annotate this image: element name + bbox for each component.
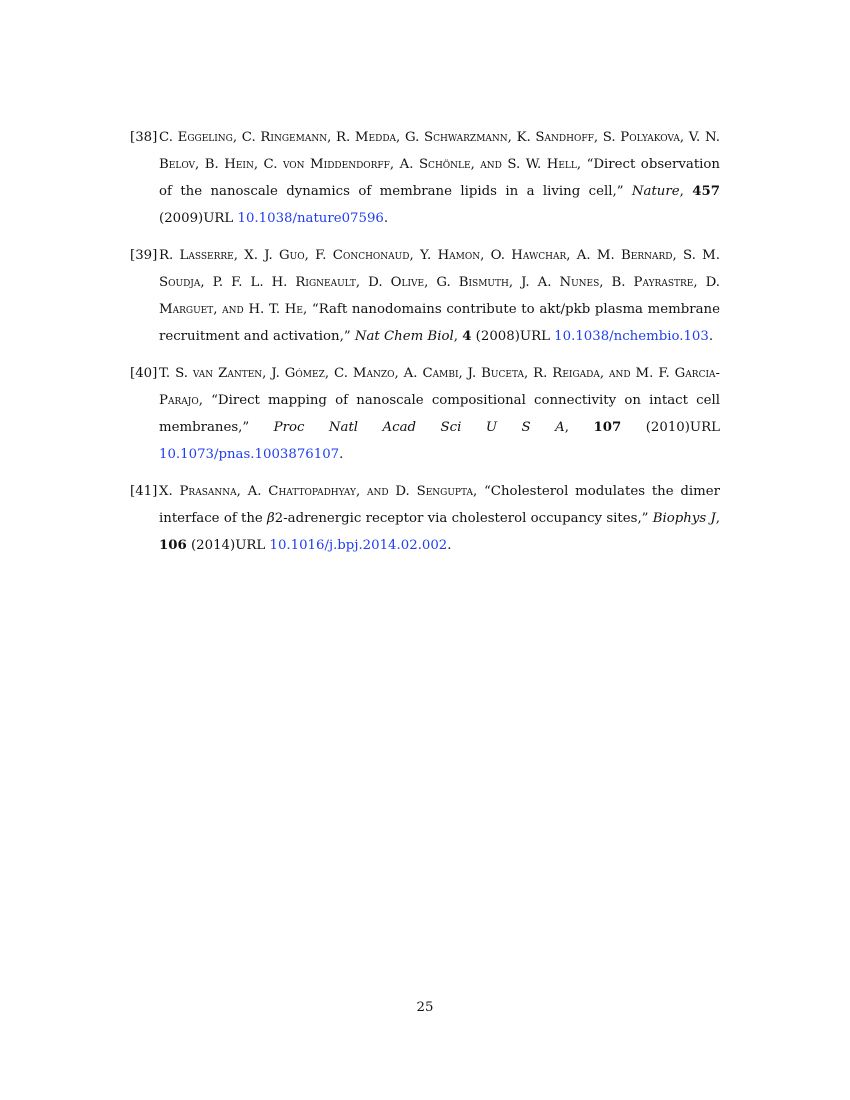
page-number: 25: [416, 1000, 434, 1015]
reference-text: X. Prasanna, A. Chattopadhyay, and D. Sengupta, “Cholesterol modulates the dimer interface of the β2-adrenergic receptor via cholesterol occupancy sites,” Biophys J, 106 (2014)URL 10.1016/j.bpj.2014.02.002.: [159, 484, 721, 553]
reference-authors: R. Lasserre, X. J. Guo, F. Conchonaud, Y. Hamon, O. Hawchar, A. M. Bernard, S. M. Soudja, P. F. L. H. Rigneault, D. Olive, G. Bismuth, J. A. Nunes, B. Payrastre, D. Marguet, and H. T. He: [159, 248, 720, 317]
reference-authors: C. Eggeling, C. Ringemann, R. Medda, G. Schwarzmann, K. Sandhoff, S. Polyakova, V. N. Belov, B. Hein, C. von Middendorff, A. Schönle, and S. W. Hell: [159, 130, 720, 172]
reference-year: (2014)URL: [186, 538, 270, 553]
reference-year: (2008)URL: [471, 329, 555, 344]
doi-link[interactable]: 10.1038/nature07596: [237, 211, 384, 226]
reference-authors: T. S. van Zanten, J. Gómez, C. Manzo, A. Cambi, J. Buceta, R. Reigada, and M. F. Garcia-Parajo: [159, 366, 720, 408]
reference-authors: X. Prasanna, A. Chattopadhyay, and D. Sengupta: [159, 484, 473, 499]
reference-year: (2009)URL: [159, 211, 238, 226]
reference-number: [41]: [130, 484, 158, 499]
reference-title: , “Direct observation of the nanoscale dynamics of membrane lipids in a living cell,”: [159, 157, 720, 199]
reference-text: R. Lasserre, X. J. Guo, F. Conchonaud, Y. Hamon, O. Hawchar, A. M. Bernard, S. M. Soudja, P. F. L. H. Rigneault, D. Olive, G. Bismuth, J. A. Nunes, B. Payrastre, D. Marguet, and H. T. He, “Raft nanodomains contribute to akt/pkb plasma membrane recruitment and activation,” Nat Chem Biol, 4 (2008)URL 10.1038/nchembio.103.: [159, 248, 720, 344]
doi-link[interactable]: 10.1038/nchembio.103: [554, 329, 709, 344]
reference-number: [39]: [130, 248, 158, 263]
beta-symbol: β: [267, 511, 275, 526]
reference-journal: Nature: [631, 184, 680, 199]
reference-text: C. Eggeling, C. Ringemann, R. Medda, G. Schwarzmann, K. Sandhoff, S. Polyakova, V. N. Belov, B. Hein, C. von Middendorff, A. Schönle, and S. W. Hell, “Direct observation of the nanoscale dynamics of membrane lipids in a living cell,” Nature, 457 (2009)URL 10.1038/nature07596.: [159, 130, 720, 226]
reference-number: [40]: [130, 366, 158, 381]
reference-list: [130, 124, 720, 569]
reference-title-continued: 2-adrenergic receptor via cholesterol occupancy sites,”: [274, 511, 653, 526]
reference-volume: 4: [462, 329, 472, 344]
doi-link[interactable]: 10.1073/pnas.1003876107: [159, 447, 340, 462]
reference-title: , “Cholesterol modulates the dimer interface of the: [159, 484, 720, 526]
reference-text: T. S. van Zanten, J. Gómez, C. Manzo, A. Cambi, J. Buceta, R. Reigada, and M. F. Garcia-Parajo, “Direct mapping of nanoscale compositional connectivity on intact cell membranes,” Proc Natl Acad Sci U S A, 107 (2010)URL 10.1073/pnas.1003876107.: [159, 366, 720, 462]
reference-journal: Biophys J: [652, 511, 716, 526]
reference-journal: Nat Chem Biol: [354, 329, 454, 344]
doi-link[interactable]: 10.1016/j.bpj.2014.02.002: [269, 538, 448, 553]
reference-volume: 457: [692, 184, 720, 199]
reference-volume: 107: [593, 420, 622, 435]
reference-number: [38]: [130, 130, 158, 145]
reference-40: [130, 360, 720, 468]
reference-volume: 106: [159, 538, 187, 553]
reference-year: (2010)URL: [621, 420, 720, 435]
reference-title: , “Direct mapping of nanoscale compositional connectivity on intact cell membranes,”: [159, 393, 720, 435]
reference-39: [130, 242, 720, 350]
reference-title: , “Raft nanodomains contribute to akt/pkb plasma membrane recruitment and activation,”: [159, 302, 720, 344]
reference-38: [130, 124, 720, 232]
reference-journal: Proc Natl Acad Sci U S A: [273, 420, 565, 435]
reference-41: [130, 478, 720, 559]
